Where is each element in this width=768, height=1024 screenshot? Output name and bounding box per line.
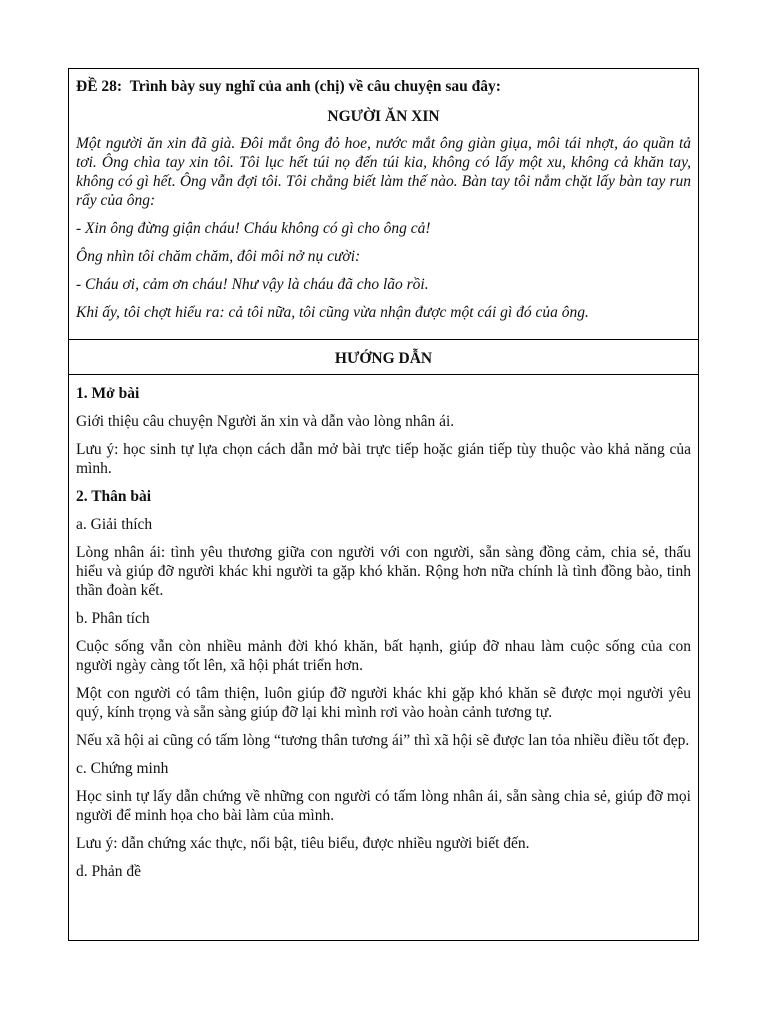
guide-paragraph: Học sinh tự lấy dẫn chứng về những con người có tấm lòng nhân ái, sẵn sàng chia sẻ, giúp đỡ mọi người để minh họa cho bài làm của mình. bbox=[76, 788, 691, 824]
guide-paragraph: Một con người có tâm thiện, luôn giúp đỡ người khác khi gặp khó khăn sẽ được mọi người yêu quý, kính trọng và sẵn sàng giúp đỡ lại khi mình rơi vào hoàn cảnh tương tự. bbox=[76, 685, 691, 721]
story-text bbox=[76, 134, 691, 322]
guide-paragraph: Lòng nhân ái: tình yêu thương giữa con người với con người, sẵn sàng đồng cảm, chia sẻ, thấu hiểu và giúp đỡ người khác khi người ta gặp khó khăn. Rộng hơn nữa chính là tình đồng bào, tinh thần đoàn kết. bbox=[76, 544, 691, 599]
guide-paragraph: Cuộc sống vẫn còn nhiều mảnh đời khó khăn, bất hạnh, giúp đỡ nhau làm cuộc sống của con người ngày càng tốt lên, xã hội phát triển hơn. bbox=[76, 638, 691, 674]
subsection-heading: a. Giải thích bbox=[76, 516, 153, 533]
guide-cell bbox=[69, 384, 698, 881]
section-heading: 2. Thân bài bbox=[76, 488, 152, 505]
question-cell bbox=[69, 69, 698, 340]
subsection-heading: b. Phân tích bbox=[76, 610, 150, 627]
guide-note: Lưu ý: học sinh tự lựa chọn cách dẫn mở bài trực tiếp hoặc gián tiếp tùy thuộc vào khả năng của mình. bbox=[76, 441, 691, 477]
section-heading: 1. Mở bài bbox=[76, 385, 140, 402]
story-paragraph: Một người ăn xin đã già. Đôi mắt ông đỏ hoe, nước mắt ông giàn giụa, môi tái nhợt, áo quần tả tơi. Ông chìa tay xin tôi. Tôi lục hết túi nọ đến túi kia, không có lấy một xu, không cả khăn tay, không có gì hết. Ông vẫn đợi tôi. Tôi chẳng biết làm thế nào. Bàn tay tôi nắm chặt lấy bàn tay run rẩy của ông: bbox=[76, 135, 691, 209]
guide-title-cell bbox=[69, 340, 698, 375]
story-paragraph: Khi ấy, tôi chợt hiểu ra: cả tôi nữa, tôi cũng vừa nhận được một cái gì đó của ông. bbox=[76, 304, 589, 321]
story-paragraph: - Cháu ơi, cảm ơn cháu! Như vậy là cháu đã cho lão rồi. bbox=[76, 276, 429, 293]
guide-paragraph: Nếu xã hội ai cũng có tấm lòng “tương thân tương ái” thì xã hội sẽ được lan tỏa nhiều điều tốt đẹp. bbox=[76, 732, 690, 749]
document-table bbox=[68, 68, 699, 941]
subsection-heading: c. Chứng minh bbox=[76, 760, 169, 777]
subsection-heading: d. Phản đề bbox=[76, 863, 142, 880]
guide-title: HƯỚNG DẪN bbox=[334, 350, 433, 367]
question-label: ĐỀ 28: bbox=[76, 78, 123, 95]
story-paragraph: Ông nhìn tôi chăm chăm, đôi môi nở nụ cười: bbox=[76, 248, 361, 265]
question-prompt: Trình bày suy nghĩ của anh (chị) về câu chuyện sau đây: bbox=[129, 78, 501, 95]
story-title: NGƯỜI ĂN XIN bbox=[327, 108, 440, 125]
question-heading bbox=[76, 69, 691, 97]
guide-note: Lưu ý: dẫn chứng xác thực, nổi bật, tiêu biểu, được nhiều người biết đến. bbox=[76, 835, 530, 852]
guide-paragraph: Giới thiệu câu chuyện Người ăn xin và dẫn vào lòng nhân ái. bbox=[76, 413, 455, 430]
story-paragraph: - Xin ông đừng giận cháu! Cháu không có gì cho ông cả! bbox=[76, 220, 431, 237]
